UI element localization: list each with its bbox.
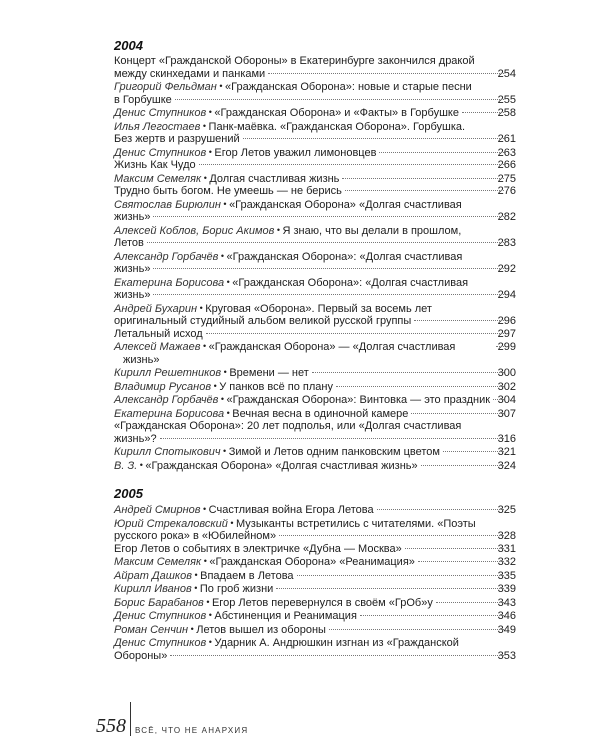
entry-line	[114, 94, 516, 107]
entry-text-wrap	[114, 303, 432, 315]
entry-title: Обороны»	[114, 649, 168, 662]
entry-text-wrap	[114, 106, 459, 120]
entry-author: Кирилл Спотыкович	[114, 446, 221, 458]
entry-page-number: 321	[497, 446, 516, 458]
entry-page-number: 299	[497, 341, 516, 353]
entry-author: Максим Семеляк	[114, 172, 202, 185]
entry-page-number: 254	[497, 67, 516, 80]
entry-author: Илья Легостаев	[114, 120, 201, 133]
dot-leader	[411, 413, 503, 414]
bullet-separator: •	[197, 302, 206, 313]
running-title: ВСЁ, ЧТО НЕ АНАРХИЯ	[135, 726, 249, 735]
entry-title: «Гражданская Оборона» «Долгая счастливая	[229, 198, 462, 211]
entry-text-wrap	[114, 518, 476, 530]
entry-author: Кирилл Иванов	[114, 583, 192, 595]
entry-title: «Гражданская Оборона» «Долгая счастливая жизнь»	[145, 459, 418, 472]
entry-title: «Гражданская Оборона»: «Долгая счастливая	[226, 250, 463, 263]
dot-leader	[160, 438, 504, 439]
toc-entry[interactable]	[114, 569, 516, 583]
entry-page-number: 332	[497, 556, 516, 568]
entry-text-wrap	[114, 569, 294, 583]
toc-entry[interactable]	[114, 224, 516, 250]
entry-page-number: 324	[497, 459, 516, 472]
entry-page-number: 307	[497, 407, 516, 420]
entry-line	[114, 340, 516, 366]
entry-line	[114, 120, 516, 134]
toc-entry[interactable]	[114, 503, 516, 517]
bullet-separator: •	[191, 569, 201, 580]
bullet-separator: •	[206, 610, 215, 620]
toc-entry[interactable]	[114, 250, 516, 276]
entry-line	[114, 185, 516, 198]
entry-line	[114, 146, 516, 160]
entry-text-wrap	[114, 366, 309, 380]
bullet-separator: •	[206, 637, 215, 647]
entry-text-wrap	[114, 542, 402, 556]
dot-leader	[496, 346, 504, 347]
bullet-separator: •	[137, 459, 146, 470]
entry-line	[114, 224, 516, 238]
dot-leader	[462, 112, 504, 113]
entry-title: Зимой и Летов одним панковским цветом	[228, 446, 440, 458]
entry-title: Времени — нет	[229, 367, 309, 379]
toc-entry[interactable]	[114, 596, 516, 610]
entry-page-number: 258	[497, 107, 516, 119]
entry-title: жизнь»	[114, 263, 151, 275]
entry-text-wrap	[114, 67, 266, 81]
dot-leader	[443, 451, 504, 452]
entry-line	[114, 250, 516, 264]
entry-author: Александр Горбачёв	[114, 250, 219, 263]
footer-divider	[130, 702, 131, 736]
toc-entry[interactable]	[114, 420, 516, 445]
entry-text-wrap	[114, 596, 433, 610]
bullet-separator: •	[274, 224, 283, 235]
entry-text-wrap	[114, 93, 172, 107]
dot-leader	[312, 372, 504, 373]
toc-entry[interactable]	[114, 636, 516, 662]
dot-leader	[276, 588, 503, 589]
entry-text-wrap	[114, 251, 462, 263]
entry-page-number: 283	[497, 237, 516, 249]
bullet-separator: •	[206, 146, 215, 157]
entry-text-wrap	[114, 55, 475, 67]
toc-entry[interactable]	[114, 340, 516, 366]
entry-line	[114, 159, 516, 172]
toc-entry[interactable]	[114, 407, 516, 421]
toc-entry[interactable]	[114, 80, 516, 106]
entry-title: в Горбушке	[114, 93, 172, 106]
entry-line	[114, 315, 516, 328]
entry-line	[114, 211, 516, 224]
dot-leader	[377, 509, 504, 510]
dot-leader	[153, 216, 503, 217]
bullet-separator: •	[221, 367, 230, 377]
entry-title: Круговая «Оборона». Первый за восемь лет	[205, 302, 432, 315]
bullet-separator: •	[220, 198, 230, 209]
entry-author: Александр Горбачёв	[114, 394, 219, 406]
entry-author: Алексей Мажаев	[114, 341, 201, 353]
bullet-separator: •	[200, 341, 209, 351]
entry-text-wrap	[114, 172, 340, 186]
bullet-separator: •	[206, 107, 215, 117]
entry-author: В. З.	[114, 459, 138, 472]
toc-entry[interactable]	[114, 185, 516, 198]
entry-page-number: 339	[497, 583, 516, 595]
entry-text-wrap	[114, 315, 412, 328]
entry-text-wrap	[114, 237, 144, 250]
entry-title: Егор Летов уважил лимоновцев	[214, 146, 377, 159]
entry-title: «Гражданская Оборона» — «Долгая счастливая жизнь»	[123, 341, 456, 366]
toc-entry[interactable]	[114, 198, 516, 224]
entry-page-number: 297	[497, 327, 516, 340]
entry-line	[114, 569, 516, 583]
dot-leader	[243, 138, 504, 139]
entry-page-number: 261	[497, 133, 516, 145]
entry-line	[114, 445, 516, 459]
dot-leader	[418, 561, 504, 562]
entry-title: Жизнь Как Чудо	[114, 159, 196, 171]
entry-line	[114, 517, 516, 531]
entry-title: жизнь»	[114, 289, 151, 301]
entry-page-number: 346	[497, 610, 516, 622]
entry-line	[114, 609, 516, 623]
entry-line	[114, 237, 516, 250]
entry-page-number: 353	[497, 649, 516, 662]
entry-text-wrap	[114, 133, 240, 146]
entry-title: «Гражданская Оборона» и «Факты» в Горбушке	[214, 107, 459, 119]
entry-text-wrap	[114, 211, 151, 224]
entry-text-wrap	[114, 159, 196, 172]
entry-title: русского рока» в «Юбилейном»	[114, 530, 277, 542]
entry-page-number: 263	[497, 146, 516, 159]
page-footer	[96, 702, 248, 736]
entry-author: Денис Ступников	[114, 107, 207, 119]
bullet-separator: •	[201, 556, 210, 566]
entry-line	[114, 433, 516, 446]
entry-line	[114, 366, 516, 380]
entry-author: Андрей Бухарин	[114, 302, 198, 315]
entry-title: Вечная весна в одиночной камере	[232, 407, 409, 420]
entry-text-wrap	[114, 432, 157, 446]
entry-author: Денис Ступников	[114, 637, 207, 649]
dot-leader	[268, 73, 503, 74]
dot-leader	[414, 320, 503, 321]
entry-page-number: 335	[497, 569, 516, 582]
entry-text-wrap	[114, 555, 415, 569]
entry-page-number: 275	[497, 172, 516, 185]
dot-leader	[199, 164, 504, 165]
entry-text-wrap	[114, 340, 493, 366]
entry-line	[114, 459, 516, 473]
entry-author: Екатерина Борисова	[114, 407, 225, 420]
entry-title: По гроб жизни	[199, 583, 274, 595]
entry-title: Панк-маёвка. «Гражданская Оборона». Горбушка.	[208, 120, 466, 133]
toc-entry[interactable]	[114, 459, 516, 473]
dot-leader	[342, 178, 503, 179]
entry-page-number: 328	[497, 530, 516, 542]
entry-text-wrap	[114, 609, 357, 623]
entry-line	[114, 289, 516, 302]
entry-author: Святослав Бирюлин	[114, 198, 221, 211]
entry-line	[114, 407, 516, 421]
entry-text-wrap	[114, 121, 465, 133]
entry-title: оригинальный студийный альбом великой русской группы	[114, 315, 412, 327]
entry-author: Денис Ступников	[114, 610, 207, 622]
entry-author: Юрий Стрекаловский	[114, 517, 228, 530]
entry-text-wrap	[114, 81, 472, 93]
dot-leader	[175, 99, 504, 100]
entry-line	[114, 582, 516, 596]
entry-author: Григорий Фельдман	[114, 81, 217, 93]
entry-page-number: 255	[497, 93, 516, 106]
entry-page-number: 331	[497, 542, 516, 555]
dot-leader	[297, 575, 504, 576]
entry-text-wrap	[114, 393, 491, 407]
entry-page-number: 349	[497, 623, 516, 636]
entry-author: Кирилл Решетников	[114, 367, 222, 379]
entry-author: Борис Барабанов	[114, 596, 204, 609]
entry-line	[114, 263, 516, 276]
entry-title: Ударник А. Андрюшкин изгнан из «Гражданской	[214, 637, 459, 649]
entry-title: Трудно быть богом. Не умеешь — не берись	[114, 185, 342, 197]
entry-title: Летов	[114, 237, 144, 249]
entry-line	[114, 503, 516, 517]
entry-title: Впадаем в Летова	[200, 569, 294, 582]
bullet-separator: •	[211, 380, 220, 391]
entry-line	[114, 623, 516, 637]
entry-text-wrap	[114, 185, 342, 198]
entry-line	[114, 80, 516, 94]
entry-text-wrap	[114, 420, 461, 432]
bullet-separator: •	[220, 446, 229, 456]
entry-title: между скинхедами и панками	[114, 67, 266, 80]
entry-text-wrap	[114, 503, 374, 517]
entry-title: Егор Летов перевернулся в своём «ГрОб»у	[211, 596, 433, 609]
dot-leader	[147, 242, 504, 243]
toc-entry[interactable]	[114, 623, 516, 637]
toc-entry[interactable]	[114, 582, 516, 596]
entry-line	[114, 328, 516, 341]
entry-page-number: 300	[497, 367, 516, 379]
entry-text-wrap	[114, 649, 168, 663]
entry-title: жизнь»	[114, 211, 151, 223]
toc-entry[interactable]	[114, 276, 516, 302]
entry-text-wrap	[114, 146, 377, 160]
dot-leader	[360, 615, 504, 616]
entry-title: жизнь»?	[114, 432, 157, 445]
dot-leader	[329, 629, 504, 630]
bullet-separator: •	[203, 596, 212, 607]
entry-line	[114, 68, 516, 81]
entry-text-wrap	[114, 637, 459, 649]
toc-entry[interactable]	[114, 146, 516, 160]
dot-leader	[170, 655, 503, 656]
entry-line	[114, 133, 516, 146]
entry-author: Айрат Дашков	[114, 569, 192, 582]
entry-line	[114, 302, 516, 316]
dot-leader	[379, 152, 503, 153]
entry-line	[114, 55, 516, 68]
entry-text-wrap	[114, 459, 418, 473]
entry-page-number: 282	[497, 211, 516, 223]
entry-author: Денис Ступников	[114, 146, 207, 159]
entry-title: Абстиненция и Реанимация	[214, 610, 357, 622]
entry-title: У панков всё по плану	[219, 380, 333, 393]
entry-title: Летальный исход	[114, 327, 203, 340]
entry-text-wrap	[114, 380, 333, 394]
entry-page-number: 292	[497, 263, 516, 275]
bullet-separator: •	[216, 81, 225, 91]
entry-page-number: 302	[497, 380, 516, 393]
entry-text-wrap	[114, 623, 326, 637]
toc-entry[interactable]	[114, 517, 516, 543]
entry-author: Роман Сенчин	[114, 623, 189, 636]
entry-line	[114, 106, 516, 120]
entry-title: Егор Летов о событиях в электричке «Дубна — Москва»	[114, 542, 402, 555]
entry-text-wrap	[114, 289, 151, 302]
bullet-separator: •	[218, 394, 227, 404]
bullet-separator: •	[218, 250, 227, 261]
page-number: 558	[96, 715, 126, 737]
entry-page-number: 316	[497, 432, 516, 445]
dot-leader	[153, 268, 503, 269]
entry-text-wrap	[114, 199, 462, 211]
entry-text-wrap	[114, 277, 468, 289]
bullet-separator: •	[188, 623, 197, 634]
entry-line	[114, 172, 516, 186]
entry-line	[114, 530, 516, 543]
entry-page-number: 294	[497, 289, 516, 301]
dot-leader	[405, 548, 504, 549]
entry-line	[114, 636, 516, 650]
entry-author: Екатерина Борисова	[114, 276, 225, 289]
toc-entry[interactable]	[114, 555, 516, 569]
dot-leader	[153, 294, 503, 295]
bullet-separator: •	[191, 583, 200, 593]
dot-leader	[421, 465, 504, 466]
entry-author: Алексей Коблов, Борис Акимов	[114, 224, 275, 237]
toc-entry[interactable]	[114, 366, 516, 380]
dot-leader	[436, 602, 504, 603]
entry-text-wrap	[114, 225, 461, 237]
toc-entry[interactable]	[114, 55, 516, 80]
section-year-heading: 2004	[114, 38, 143, 53]
entry-line	[114, 393, 516, 407]
entry-page-number: 296	[497, 315, 516, 327]
bullet-separator: •	[201, 172, 210, 183]
toc-entry[interactable]	[114, 106, 516, 120]
entry-title: «Гражданская Оборона»: новые и старые песни	[225, 81, 472, 93]
entry-text-wrap	[114, 582, 274, 596]
entry-text-wrap	[114, 407, 409, 421]
entry-line	[114, 198, 516, 212]
table-of-contents	[114, 30, 516, 662]
entry-line	[114, 420, 516, 433]
toc-entry[interactable]	[114, 302, 516, 328]
toc-entry[interactable]	[114, 172, 516, 186]
toc-entry[interactable]	[114, 328, 516, 341]
section-year-heading: 2005	[114, 486, 143, 501]
entry-text-wrap	[114, 445, 440, 459]
entry-title: Концерт «Гражданской Обороны» в Екатеринбурге закончился дракой	[114, 55, 475, 67]
entry-page-number: 276	[497, 185, 516, 197]
bullet-separator: •	[227, 517, 236, 528]
dot-leader	[206, 333, 504, 334]
entry-line	[114, 380, 516, 394]
dot-leader	[493, 399, 504, 400]
entry-page-number: 325	[497, 504, 516, 516]
toc-section	[114, 38, 516, 472]
entry-title: Летов вышел из обороны	[196, 623, 326, 636]
entry-author: Андрей Смирнов	[114, 504, 201, 516]
entry-line	[114, 543, 516, 556]
toc-entry[interactable]	[114, 393, 516, 407]
entry-line	[114, 596, 516, 610]
toc-entry[interactable]	[114, 159, 516, 172]
entry-line	[114, 650, 516, 663]
entry-line	[114, 555, 516, 569]
dot-leader	[336, 386, 504, 387]
entry-author: Владимир Русанов	[114, 380, 212, 393]
entry-title: «Гражданская Оборона» «Реанимация»	[209, 556, 415, 568]
entry-text-wrap	[114, 263, 151, 276]
entry-title: «Гражданская Оборона»: «Долгая счастливая	[232, 276, 469, 289]
entry-title: «Гражданская Оборона»: Винтовка — это праздник	[226, 394, 491, 406]
entry-title: Без жертв и разрушений	[114, 133, 240, 145]
toc-section	[114, 486, 516, 662]
entry-title: Счастливая война Егора Летова	[208, 504, 374, 516]
bullet-separator: •	[200, 120, 209, 131]
toc-entry[interactable]	[114, 380, 516, 394]
entry-line	[114, 276, 516, 290]
dot-leader	[279, 535, 504, 536]
entry-title: Музыканты встретились с читателями. «Поэты	[235, 517, 476, 530]
toc-entry[interactable]	[114, 445, 516, 459]
bullet-separator: •	[224, 276, 233, 287]
entry-text-wrap	[114, 327, 203, 341]
entry-page-number: 343	[497, 596, 516, 609]
bullet-separator: •	[200, 504, 209, 514]
entry-title: «Гражданская Оборона»: 20 лет подполья, или «Долгая счастливая	[114, 420, 462, 432]
entry-title: Долгая счастливая жизнь	[209, 172, 340, 185]
entry-title: Я знаю, что вы делали в прошлом,	[282, 224, 462, 237]
entry-text-wrap	[114, 530, 277, 543]
toc-entry[interactable]	[114, 120, 516, 146]
bullet-separator: •	[224, 407, 233, 418]
toc-entry[interactable]	[114, 543, 516, 556]
entry-page-number: 304	[497, 394, 516, 406]
entry-author: Максим Семеляк	[114, 556, 202, 568]
dot-leader	[345, 190, 504, 191]
toc-entry[interactable]	[114, 609, 516, 623]
entry-page-number: 266	[497, 159, 516, 171]
